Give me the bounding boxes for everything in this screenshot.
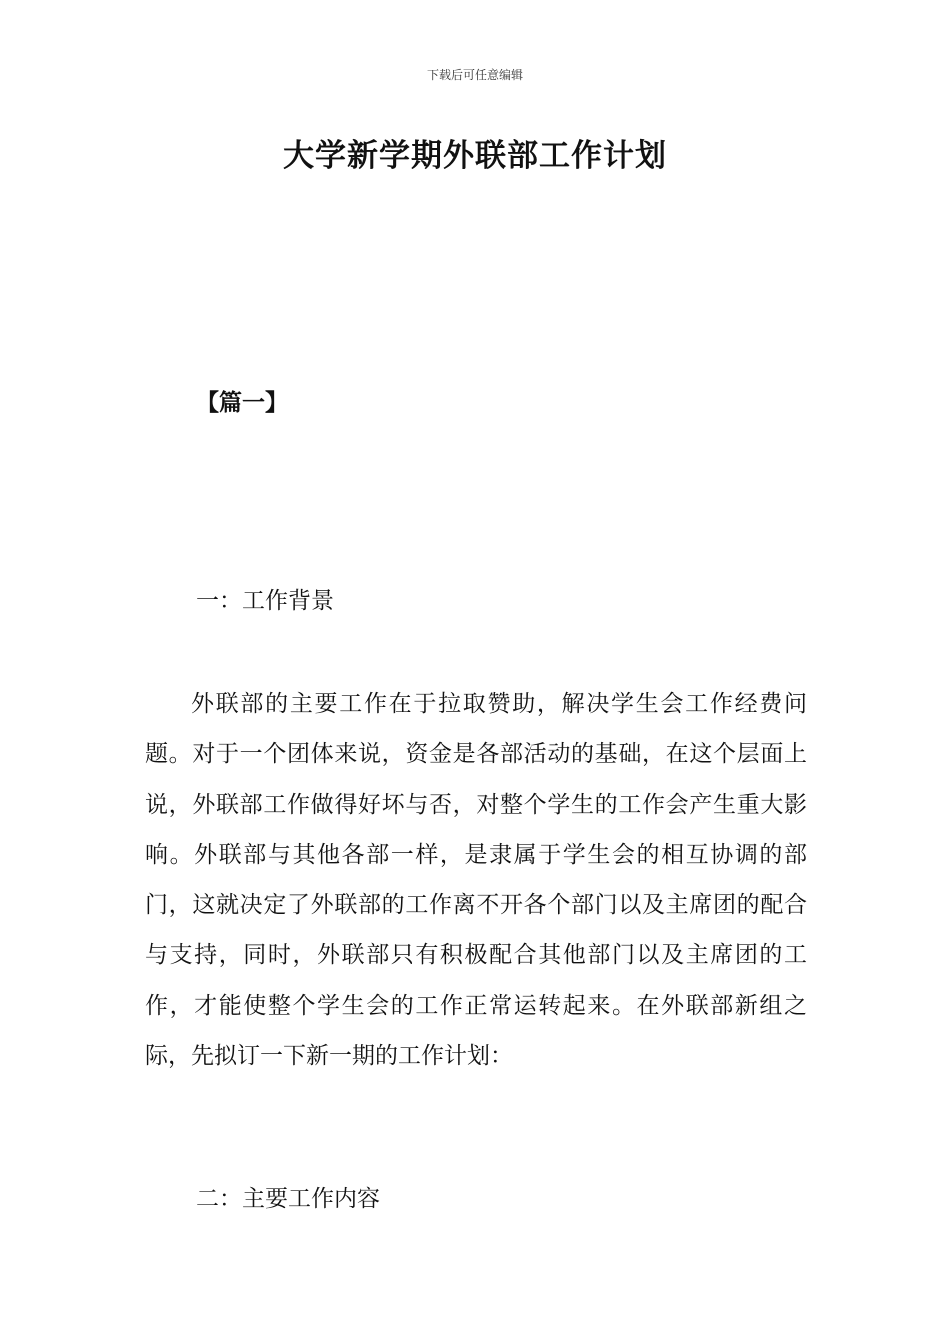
- body-paragraph: 外联部的主要工作在于拉取赞助，解决学生会工作经费问题。对于一个团体来说，资金是各部活动的基础，在这个层面上说，外联部工作做得好坏与否，对整个学生的工作会产生重大影响。外联部与其他各部一样，是隶属于学生会的相互协调的部门，这就决定了外联部的工作离不开各个部门以及主席团的配合与支持，同时，外联部只有积极配合其他部门以及主席团的工作，才能使整个学生会的工作正常运转起来。在外联部新组之际，先拟订一下新一期的工作计划：: [145, 691, 807, 1070]
- section-heading-main-work: 二：主要工作内容: [196, 1186, 380, 1212]
- document-title: 大学新学期外联部工作计划: [283, 138, 667, 174]
- section-heading-background: 一：工作背景: [196, 588, 334, 614]
- header-note: 下载后可任意编辑: [426, 68, 523, 82]
- section-label: 【篇一】: [196, 389, 288, 416]
